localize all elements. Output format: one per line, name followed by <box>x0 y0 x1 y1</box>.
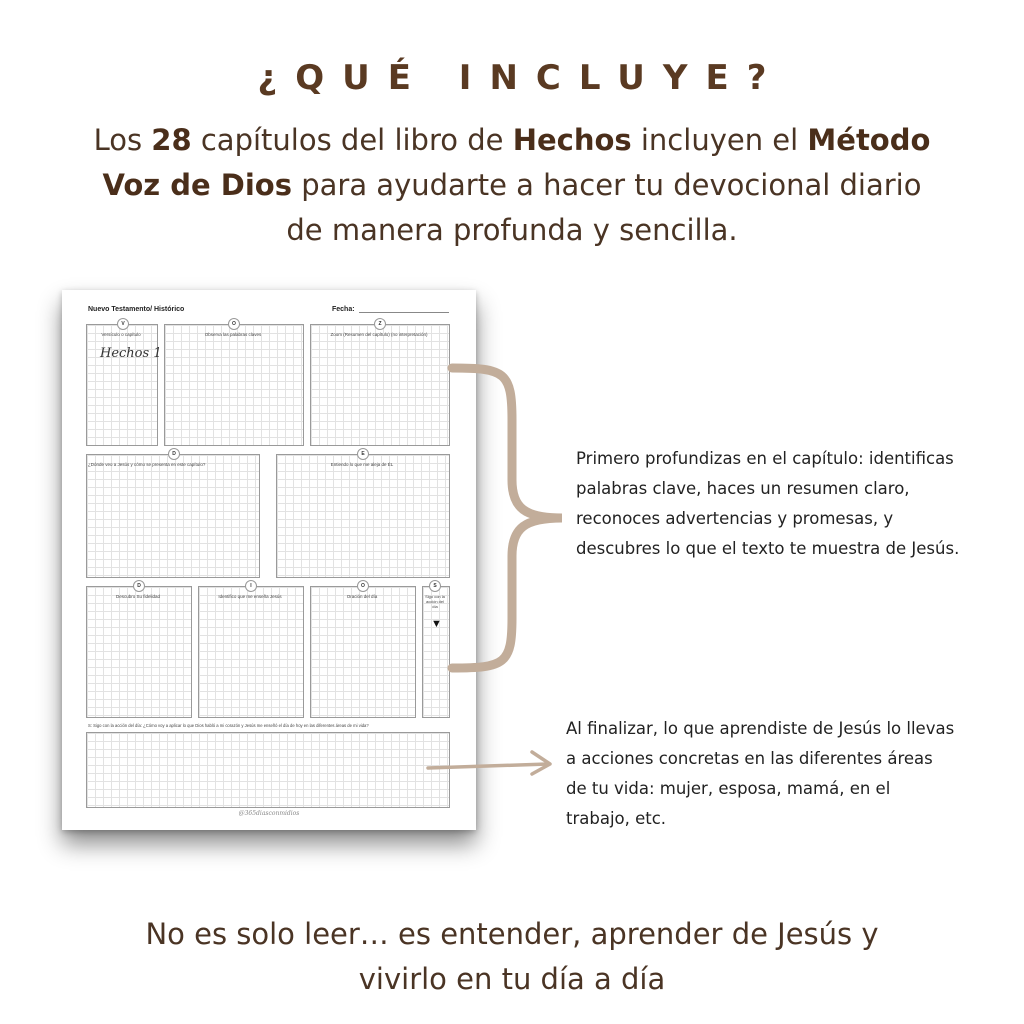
letter-o2: O <box>357 580 369 592</box>
letter-z: Z <box>374 318 386 330</box>
letter-o: O <box>228 318 240 330</box>
arrow-down-icon: ▼ <box>431 618 442 630</box>
page-title: ¿QUÉ INCLUYE? <box>257 58 785 98</box>
letter-v: V <box>117 318 129 330</box>
letter-d1: D <box>168 448 180 460</box>
intro-text-4: para ayudarte a hacer tu devocional diario de manera profunda y sencilla. <box>286 168 922 247</box>
label-o2: Oración del día <box>346 594 378 599</box>
intro-text-2: capítulos del libro de <box>191 123 513 157</box>
curly-brace-icon <box>452 368 562 668</box>
intro-bold-2: Hechos <box>512 123 632 157</box>
worksheet-header-date: Fecha: <box>332 306 355 313</box>
label-s: Sigo con la acción del día <box>425 594 445 609</box>
intro-text-3: incluyen el <box>631 123 808 157</box>
label-z: Zoom (Resumen del capítulo) (no interpretación) <box>330 332 428 337</box>
handwritten-hechos: Hechos 1 <box>100 346 162 361</box>
worksheet-footer: @365diasconmidios <box>238 810 300 817</box>
arrow-right-icon <box>428 752 550 774</box>
label-i: Identifico que me enseña Jesús <box>218 594 282 599</box>
letter-d2: D <box>133 580 145 592</box>
label-v: Versículo o capítulo <box>101 332 141 337</box>
label-bottom: S: Sigo con la acción del día: ¿Cómo voy a aplicar lo que Dios habló a mi corazón y Jesús me enseñó el día de hoy en las diferentes áreas de mi vida? <box>88 723 369 728</box>
intro-text-1: Los <box>93 123 152 157</box>
letter-i: I <box>245 580 257 592</box>
closing-statement: No es solo leer… es entender, aprender de Jesús y vivirlo en tu día a día <box>145 917 879 996</box>
note-second: Al finalizar, lo que aprendiste de Jesús lo llevas a acciones concretas en las diferentes áreas de tu vida: mujer, esposa, mamá, en el trabajo, etc. <box>566 719 955 828</box>
intro-bold-1: 28 <box>151 123 192 157</box>
note-first: Primero profundizas en el capítulo: identificas palabras clave, haces un resumen claro, reconoces advertencias y promesas, y descubres lo que el texto te muestra de Jesús. <box>576 449 960 558</box>
label-d2: Descubro Su fidelidad <box>115 594 161 599</box>
label-o: Observa las palabras claves <box>204 332 262 337</box>
label-e: Entiendo lo que me aleja de ÉL <box>330 462 394 467</box>
intro-bold-3: Método Voz de Dios <box>102 123 931 202</box>
worksheet-header-left: Nuevo Testamento/ Histórico <box>88 306 185 313</box>
label-d1: ¿Dónde veo a Jesús y cómo se presenta en este capítulo? <box>88 462 206 467</box>
letter-s: S <box>429 580 441 592</box>
letter-e: E <box>357 448 369 460</box>
